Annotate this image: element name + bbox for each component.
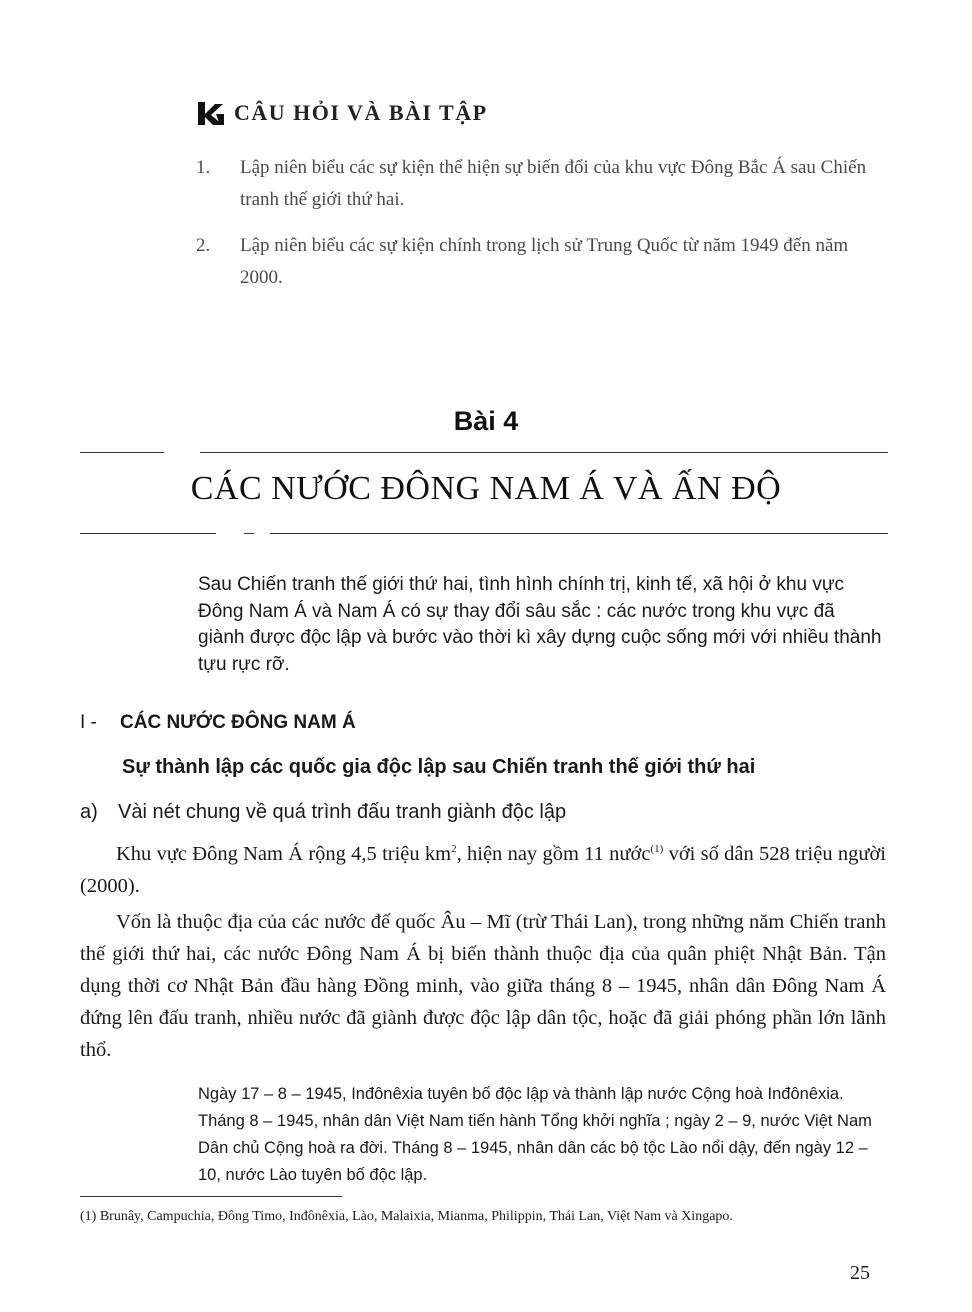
section-title: CÁC NƯỚC ĐÔNG NAM Á	[120, 712, 356, 733]
question-number: 2.	[196, 235, 211, 256]
body-paragraph: Khu vực Đông Nam Á rộng 4,5 triệu $km^2$, hiện nay gồm 11 nước$^{(1)}$ với số dân 528 triệu người (2000).	[80, 843, 886, 897]
lesson-number: Bài 4	[453, 406, 519, 436]
divider	[80, 452, 164, 453]
question-item	[196, 152, 886, 216]
footnote: (1) Brunây, Campuchia, Đông Timo, Inđônêxia, Lào, Malaixia, Mianma, Philippin, Thái Lan, Việt Nam và Xingapo.	[80, 1209, 733, 1224]
footnote-divider	[80, 1196, 342, 1197]
body-paragraph: Vốn là thuộc địa của các nước đế quốc Âu – Mĩ (trừ Thái Lan), trong những năm Chiến tranh thế giới thứ hai, các nước Đông Nam Á bị biến thành thuộc địa của quân phiệt Nhật Bản. Tận dụng thời cơ Nhật Bản đầu hàng Đồng minh, vào giữa tháng 8 – 1945, nhân dân Đông Nam Á đứng lên đấu tranh, nhiều nước đã giành được độc lập dân tộc, hoặc đã giải phóng phần lớn lãnh thổ.	[80, 911, 886, 1061]
questions-icon	[196, 98, 226, 128]
intro-paragraph: Sau Chiến tranh thế giới thứ hai, tình hình chính trị, kinh tế, xã hội ở khu vực Đông Nam Á và Nam Á có sự thay đổi sâu sắc : các nước trong khu vực đã giành được độc lập và bước vào thời kì xây dựng cuộc sống mới với nhiều thành tựu rực rỡ.	[198, 574, 882, 675]
part-heading	[80, 801, 566, 824]
note-paragraph: Ngày 17 – 8 – 1945, Inđônêxia tuyên bố độc lập và thành lập nước Cộng hoà Inđônêxia. Tháng 8 – 1945, nhân dân Việt Nam tiến hành Tổng khởi nghĩa ; ngày 2 – 9, nước Việt Nam Dân chủ Cộng hoà ra đời. Tháng 8 – 1945, nhân dân các bộ tộc Lào nổi dậy, đến ngày 12 – 10, nước Lào tuyên bố độc lập.	[198, 1085, 872, 1184]
part-label: a)	[80, 801, 98, 823]
subheading: Sự thành lập các quốc gia độc lập sau Chiến tranh thế giới thứ hai	[122, 756, 756, 778]
questions-title: CÂU HỎI VÀ BÀI TẬP	[234, 100, 488, 125]
part-title: Vài nét chung về quá trình đấu tranh giành độc lập	[118, 801, 567, 823]
page-number: 25	[850, 1262, 870, 1284]
section-roman: I -	[80, 712, 97, 733]
divider	[200, 452, 888, 453]
question-text: Lập niên biểu các sự kiện thể hiện sự biến đổi của khu vực Đông Bắc Á sau Chiến tranh thế giới thứ hai.	[240, 157, 867, 210]
questions-header	[196, 98, 488, 128]
question-number: 1.	[196, 157, 211, 178]
question-item	[196, 230, 886, 294]
divider	[244, 533, 254, 534]
lesson-title: CÁC NƯỚC ĐÔNG NAM Á VÀ ẤN ĐỘ	[190, 470, 782, 507]
divider	[270, 533, 888, 534]
divider	[80, 533, 216, 534]
section-heading	[80, 712, 356, 734]
question-text: Lập niên biểu các sự kiện chính trong lịch sử Trung Quốc từ năm 1949 đến năm 2000.	[240, 235, 849, 288]
